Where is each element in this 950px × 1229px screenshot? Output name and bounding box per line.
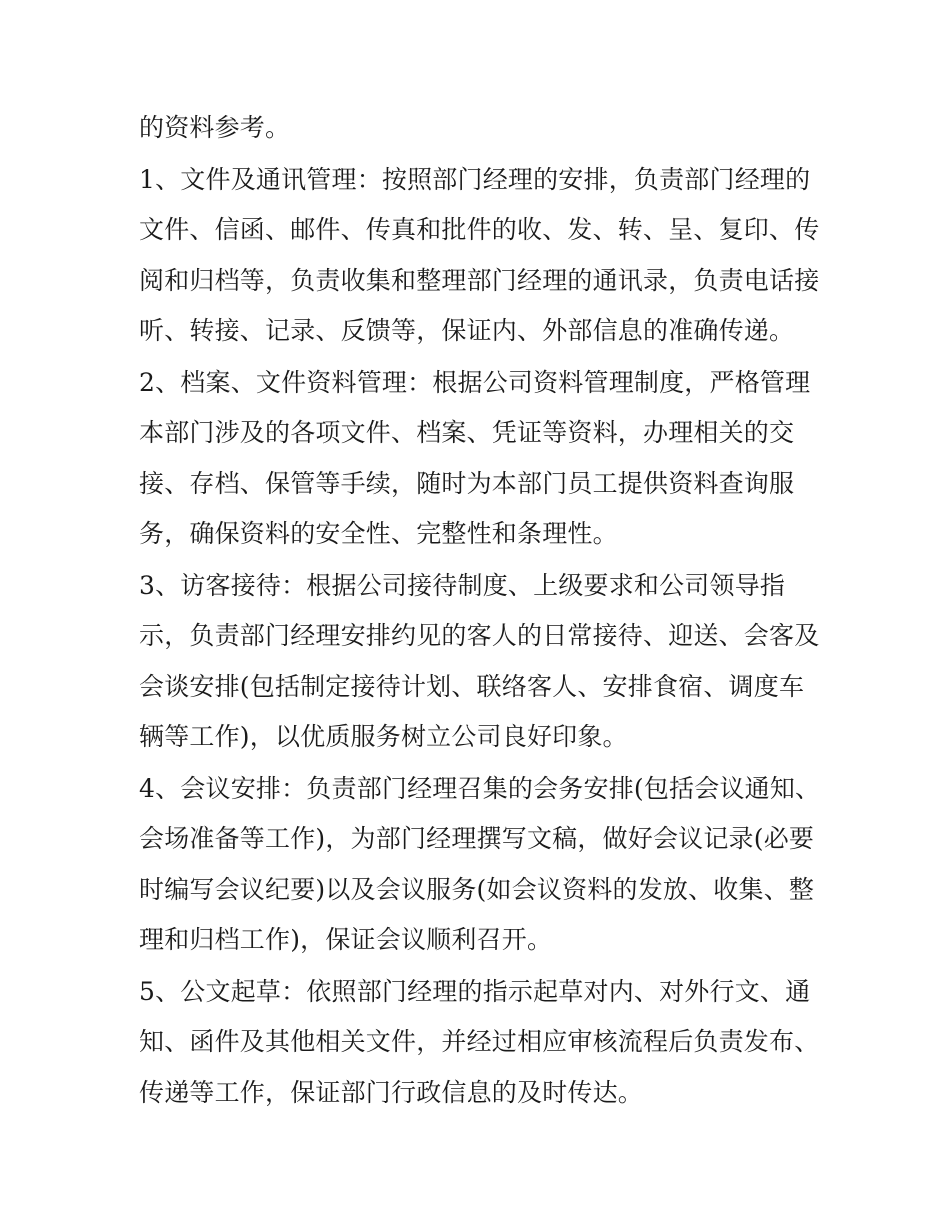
text-line: 会场准备等工作)，为部门经理撰写文稿，做好会议记录(必要: [139, 824, 815, 853]
text-line: 会谈安排(包括制定接待计划、联络客人、安排食宿、调度车: [139, 672, 805, 701]
text-line: 务，确保资料的安全性、完整性和条理性。: [139, 519, 618, 548]
text-line: 知、函件及其他相关文件，并经过相应审核流程后负责发布、: [139, 1027, 820, 1056]
text-line: 3、访客接待：根据公司接待制度、上级要求和公司领导指: [139, 571, 786, 600]
text-line: 1、文件及通讯管理：按照部门经理的安排，负责部门经理的: [139, 165, 811, 194]
text-line: 传递等工作，保证部门行政信息的及时传达。: [139, 1078, 644, 1107]
text-line: 的资料参考。: [139, 113, 291, 142]
text-line: 时编写会议纪要)以及会议服务(如会议资料的发放、收集、整: [139, 875, 815, 904]
text-line: 本部门涉及的各项文件、档案、凭证等资料，办理相关的交: [139, 418, 795, 447]
text-line: 理和归档工作)，保证会议顺利召开。: [139, 925, 553, 954]
text-line: 接、存档、保管等手续，随时为本部门员工提供资料查询服: [139, 469, 795, 498]
text-line: 辆等工作)，以优质服务树立公司良好印象。: [139, 722, 628, 751]
text-line: 示，负责部门经理安排约见的客人的日常接待、迎送、会客及: [139, 621, 820, 650]
text-line: 2、档案、文件资料管理：根据公司资料管理制度，严格管理: [139, 368, 811, 397]
text-line: 听、转接、记录、反馈等，保证内、外部信息的准确传递。: [139, 316, 795, 345]
text-line: 4、会议安排：负责部门经理召集的会务安排(包括会议通知、: [139, 774, 821, 803]
text-line: 5、公文起草：依照部门经理的指示起草对内、对外行文、通: [139, 977, 811, 1006]
text-line: 阅和归档等，负责收集和整理部门经理的通讯录，负责电话接: [139, 266, 820, 295]
text-line: 文件、信函、邮件、传真和批件的收、发、转、呈、复印、传: [139, 215, 820, 244]
